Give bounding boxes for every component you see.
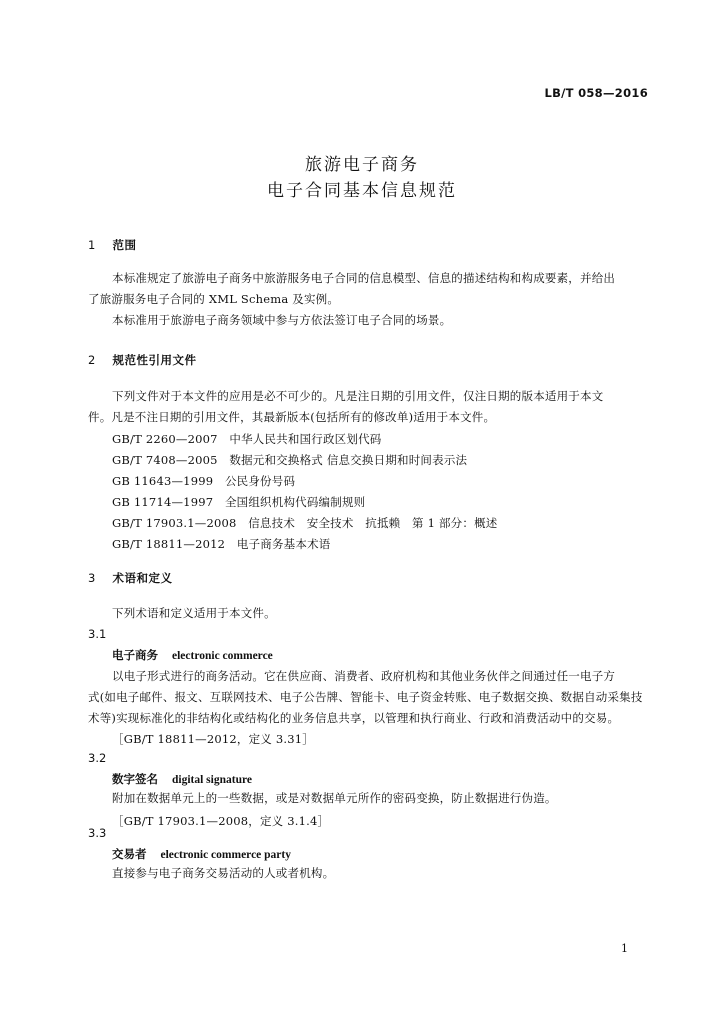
paragraph: 件。凡是不注日期的引用文件，其最新版本(包括所有的修改单)适用于本文件。: [88, 410, 496, 424]
term-english: electronic commerce party: [160, 849, 291, 861]
term-entry: [112, 846, 291, 862]
term-entry: [112, 647, 273, 663]
document-title-line1: 旅游电子商务: [305, 155, 419, 175]
page-number: 1: [621, 942, 628, 955]
clause-number: 3.1: [88, 627, 107, 641]
section-title: 范围: [112, 238, 137, 252]
section-number: 1: [88, 238, 96, 252]
definition: 式(如电子邮件、报文、互联网技术、电子公告牌、智能卡、电子资金转账、电子数据交换、数据自动采集技: [88, 690, 643, 704]
term-source: ［GB/T 18811—2012，定义 3.31］: [112, 732, 314, 746]
term-chinese: 数字签名: [112, 772, 158, 786]
term-chinese: 交易者: [112, 847, 147, 861]
definition: 以电子形式进行的商务活动。它在供应商、消费者、政府机构和其他业务伙伴之间通过任一电子方: [112, 669, 616, 683]
reference-item: GB 11643—1999 公民身份号码: [112, 474, 296, 488]
term-chinese: 电子商务: [112, 648, 158, 662]
paragraph: 了旅游服务电子合同的 XML Schema 及实例。: [88, 292, 340, 306]
term-entry: [112, 771, 252, 787]
paragraph: 本标准用于旅游电子商务领域中参与方依法签订电子合同的场景。: [112, 313, 452, 327]
definition: 直接参与电子商务交易活动的人或者机构。: [112, 866, 335, 880]
section-heading-terms: [88, 570, 173, 586]
reference-item: GB/T 7408—2005 数据元和交换格式 信息交换日期和时间表示法: [112, 453, 468, 467]
section-title: 术语和定义: [112, 571, 173, 585]
reference-item: GB/T 2260—2007 中华人民共和国行政区划代码: [112, 432, 382, 446]
reference-item: GB/T 17903.1—2008 信息技术 安全技术 抗抵赖 第 1 部分：概述: [112, 516, 498, 530]
reference-item: GB 11714—1997 全国组织机构代码编制规则: [112, 495, 366, 509]
paragraph: 下列术语和定义适用于本文件。: [112, 606, 276, 620]
section-heading-normative-references: [88, 352, 197, 368]
reference-item: GB/T 18811—2012 电子商务基本术语: [112, 537, 331, 551]
document-title-line2: 电子合同基本信息规范: [267, 181, 457, 201]
paragraph: 本标准规定了旅游电子商务中旅游服务电子合同的信息模型、信息的描述结构和构成要素，并给出: [112, 271, 616, 285]
section-number: 2: [88, 353, 96, 367]
section-heading-scope: [88, 237, 137, 253]
definition: 附加在数据单元上的一些数据，或是对数据单元所作的密码变换，防止数据进行伪造。: [112, 791, 557, 805]
term-english: electronic commerce: [172, 650, 273, 662]
section-number: 3: [88, 571, 96, 585]
clause-number: 3.3: [88, 826, 107, 840]
term-english: digital signature: [172, 774, 252, 786]
definition: 术等)实现标准化的非结构化或结构化的业务信息共享，以管理和执行商业、行政和消费活动中的交易。: [88, 711, 620, 725]
section-title: 规范性引用文件: [112, 353, 197, 367]
clause-number: 3.2: [88, 751, 107, 765]
term-source: ［GB/T 17903.1—2008，定义 3.1.4］: [112, 814, 330, 828]
standard-number: LB/T 058—2016: [544, 86, 648, 100]
paragraph: 下列文件对于本文件的应用是必不可少的。凡是注日期的引用文件，仅注日期的版本适用于本文: [112, 389, 604, 403]
